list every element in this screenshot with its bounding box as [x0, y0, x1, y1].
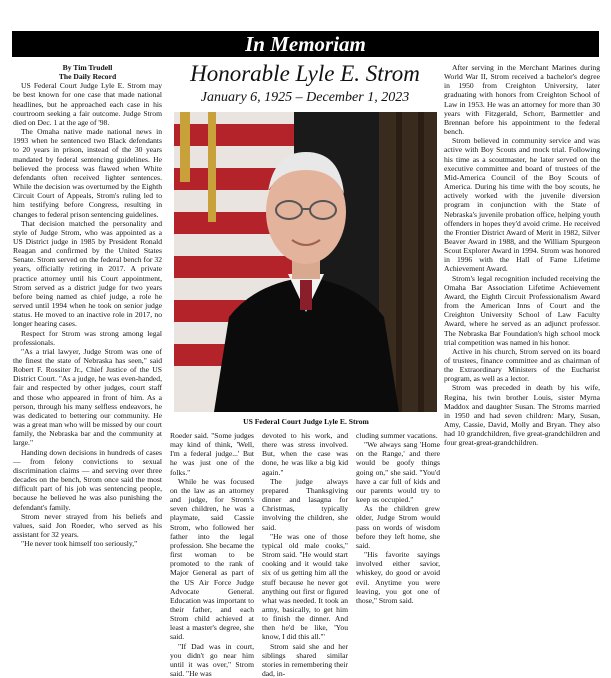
banner-title: In Memoriam: [12, 31, 599, 57]
paragraph: Active in his church, Strom served on its board of trustees, finance committee and as chairman of the Extraordinary Ministers of the Eucharist program, as well as a lector.: [444, 346, 600, 384]
paragraph: The judge always prepared Thanksgiving dinner and lasagna for Christmas, typically involving the children, she said.: [262, 476, 348, 532]
paragraph: While he was focused on the law as an attorney and judge, for Strom's seven children, he was a playmate, said Cassie Strom, who followed her father into the legal profession. She became the first woman to be promoted to the rank of Major General as part of the US Air Force Judge Advocate General. Education was important to their father, and each Strom child achieved at least a master's degree, she said.: [170, 476, 254, 642]
photo-caption: US Federal Court Judge Lyle E. Strom: [243, 417, 369, 426]
byline: By Tim Trudell: [62, 63, 113, 72]
paragraph: "As a trial lawyer, Judge Strom was one of the finest the state of Nebraska has seen," said Robert F. Rossiter Jr., Chief Justice of the US District Court. "As a judge, he was even-handed, fair and respected by other judges, court staff and those who appeared in front of him. As a person, through his many selfless endeavors, he was dedicated to bettering our community. He was a great man who will be missed by our court family, the Nebraska bar and the community at large.": [13, 346, 162, 448]
paragraph: cluding summer vacations.: [356, 431, 438, 440]
paragraph: devoted to his work, and there was stress involved. But, when the case was done, he was like a big kid again.": [262, 431, 348, 477]
paragraph: After serving in the Merchant Marines during World War II, Strom received a bachelor's degree in 1950 from Creighton University, later graduating with honors from Creighton School of Law in 1953. He was an attorney for more than 30 years with Fitzgerald, Schorr, Barmettler and Brennan before his appointment to the federal bench.: [444, 63, 600, 137]
paragraph: The Omaha native made national news in 1993 when he sentenced two Black defendants to 20 years in prison, instead of the 30 years mandated by federal sentencing guidelines. He believed the process was flawed when White defendants often received lighter sentences. While the decision was overturned by the Eighth Circuit Court of Appeals, Strom's ruling led to him testifying before Congress, resulting in changes to federal prison sentencing guidelines.: [13, 127, 162, 219]
paragraph: Strom's legal recognition included receiving the Omaha Bar Association Lifetime Achievement Award, the Eighth Circuit Professionalism Award from the American Inns of Court and the Creighton University School of Law Faculty Award, where he served as an adjunct professor. The Nebraska Bar Foundation's high school mock trial competition was named in his honor.: [444, 273, 600, 347]
paragraph: "He never took himself too seriously,": [21, 539, 138, 549]
headline: Honorable Lyle E. Strom: [190, 61, 420, 86]
paragraph: That decision matched the personality and style of Judge Strom, who was appointed as a US District judge in 1985 by President Ronald Reagan and confirmed by the United States Senate. Strom served on the federal bench for 32 years, officially retiring in 2017. A private practice attorney until his Court appointment, Strom served as a district judge for two years before being named as chief judge, a role he served until 1994 when he took on senior judge status. He moved to an inactive role in 2017, no longer hearing cases.: [13, 218, 162, 329]
paragraph: US Federal Court Judge Lyle E. Strom may be best known for one case that made national headlines, but he approached each case in his courtroom seeking a fair outcome. Judge Strom died on Dec. 1 at the age of '98.: [13, 81, 162, 127]
portrait-photo: [174, 112, 437, 412]
paragraph: "He was one of those typical old male cooks," Strom said. "He would start cooking and it would take six of us getting him all the stuff because he never got anything out first or figured what was needed. It took an army, basically, to get him to finish the dinner. And then he'd be like, 'You know, I did this all.'": [262, 531, 348, 642]
paragraph: Strom was preceded in death by his wife, Regina, his twin brother Louis, sister Myrna Maddox and daughter Susan. The Stroms married in 1950 and had seven children: Mary, Susan, Amy, Cassie, David, Molly and Bryan. They also had 10 grandchildren, five great-grandchildren and four great-great-grandchildren.: [444, 383, 600, 448]
paragraph: Strom said she and her siblings shared similar stories in remembering their dad, in-: [262, 641, 348, 678]
life-dates: January 6, 1925 – December 1, 2023: [200, 90, 410, 105]
paragraph: "We always sang 'Home on the Range,' and there would be goofy things going on," she said. "You'd have a car full of kids and our parents would try to keep us occupied.": [356, 440, 440, 505]
paragraph: "His favorite sayings involved either savior, whiskey, do good or avoid evil. Anytime you were leaving, you got one of those," Strom said.: [356, 550, 440, 605]
paragraph: "If Dad was in court, you didn't go near him until it was over," Strom said. "He was: [170, 641, 254, 678]
paragraph: As the children grew older, Judge Strom would pass on words of wisdom before they left home, she said.: [356, 504, 440, 550]
article-column-4: [356, 431, 440, 605]
paragraph: Strom never strayed from his beliefs and values, said Jon Roeder, who served as his assistant for 32 years.: [13, 511, 162, 539]
paragraph: Handing down decisions in hundreds of cases — from felony convictions to sexual discrimination claims — and serving over three decades on the bench, Strom once said the most difficult part of his job was sentencing people, because he believed he was also punishing the defendant's family.: [13, 447, 162, 512]
article-column-2: [170, 431, 254, 678]
paragraph: Strom believed in community service and was active with Boy Scouts and mock trial. Following his time as a scoutmaster, he later served on the executive committee and board of trustees of the Mid-America Council of the Boy Scouts of America. During his time with the boy scouts, he actively worked with the juvenile diversion program in conjunction with the State of Nebraska's juvenile probation office, helping youth offenders in hopes they'd avoid crime. He received the Frontier District Award of Merit in 1982, Silver Beaver Award in 1988, and the William Spurgeon Scout Explorer Award in 1994. Strom was honored in 1996 with the Hall of Fame Lifetime Achievement Award.: [444, 136, 600, 274]
article-column-3: [262, 431, 348, 678]
article-column-1: [13, 63, 162, 593]
paragraph: Respect for Strom was strong among legal professionals.: [13, 328, 162, 347]
paragraph: Roeder said. "Some judges may kind of think, 'Well, I'm a federal judge...' But he was just one of the folks.": [170, 431, 254, 477]
portrait-illustration: [174, 112, 437, 412]
byline-organization: The Daily Record: [58, 72, 117, 82]
article-column-5: [444, 63, 600, 593]
